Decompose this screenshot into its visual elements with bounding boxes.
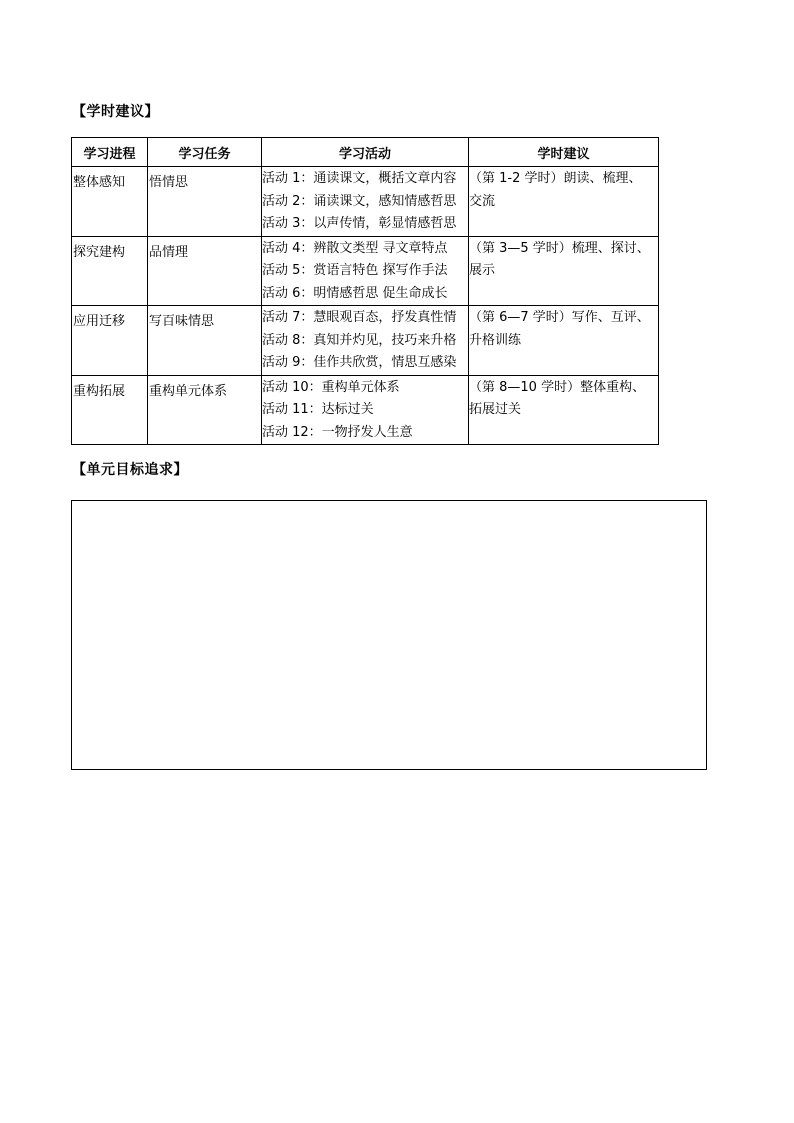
activity-line: 活动 4：辨散文类型 寻文章特点 (262, 240, 448, 256)
section-title-goals: 【单元目标追求】 (72, 462, 188, 478)
activity-line: 活动 5：赏语言特色 探写作手法 (262, 263, 448, 278)
task-text: 悟情思 (149, 175, 189, 190)
stage-text: 重构拓展 (73, 383, 126, 399)
hours-cell (469, 375, 659, 445)
header-stage: 学习进程 (72, 138, 148, 167)
activity-line: 活动 6：明情感哲思 促生命成长 (262, 285, 448, 301)
table-row (72, 167, 659, 237)
task-cell (148, 167, 262, 237)
hours-line: （第 3—5 学时）梳理、探讨、 (469, 240, 650, 256)
task-text: 重构单元体系 (149, 383, 228, 399)
hours-line: （第 6—7 学时）写作、互评、 (469, 310, 650, 325)
hours-line: 展示 (469, 263, 496, 278)
table-header-row (72, 138, 659, 167)
activity-line: 活动 10：重构单元体系 (262, 379, 400, 395)
activity-line: 活动 11：达标过关 (262, 402, 374, 417)
table-row (72, 306, 659, 376)
table-row (72, 375, 659, 445)
header-activities: 学习活动 (262, 138, 469, 167)
activities-cell (262, 375, 469, 445)
hours-line: （第 8—10 学时）整体重构、 (469, 379, 646, 395)
stage-cell (72, 236, 148, 306)
activity-line: 活动 1：通读课文，概括文章内容 (262, 171, 457, 186)
stage-text: 应用迁移 (73, 314, 126, 329)
stage-text: 整体感知 (73, 175, 126, 190)
stage-cell (72, 167, 148, 237)
hours-cell (469, 306, 659, 376)
goals-box (71, 500, 707, 770)
stage-text: 探究建构 (73, 244, 126, 260)
stage-cell (72, 375, 148, 445)
schedule-table (71, 137, 659, 445)
task-text: 品情理 (149, 244, 189, 260)
activity-line: 活动 3：以声传情，彰显情感哲思 (262, 216, 457, 231)
activities-cell (262, 167, 469, 237)
activity-line: 活动 2：诵读课文，感知情感哲思 (262, 193, 457, 209)
activity-line: 活动 12：一物抒发人生意 (262, 424, 413, 440)
activity-line: 活动 7：慧眼观百态，抒发真性情 (262, 310, 457, 325)
stage-cell (72, 306, 148, 376)
task-cell (148, 236, 262, 306)
hours-line: 升格训练 (469, 332, 522, 348)
activities-cell (262, 306, 469, 376)
task-cell (148, 306, 262, 376)
activity-line: 活动 9：佳作共欣赏，情思互感染 (262, 355, 457, 370)
task-text: 写百味情思 (149, 314, 215, 329)
header-hours: 学时建议 (469, 138, 659, 167)
header-task: 学习任务 (148, 138, 262, 167)
activity-line: 活动 8：真知并灼见，技巧来升格 (262, 332, 457, 348)
hours-cell (469, 167, 659, 237)
section-title-schedule: 【学时建议】 (72, 104, 159, 120)
hours-line: 交流 (469, 193, 496, 209)
hours-line: 拓展过关 (469, 402, 522, 417)
hours-line: （第 1-2 学时）朗读、梳理、 (469, 171, 642, 186)
hours-cell (469, 236, 659, 306)
table-row (72, 236, 659, 306)
activities-cell (262, 236, 469, 306)
task-cell (148, 375, 262, 445)
